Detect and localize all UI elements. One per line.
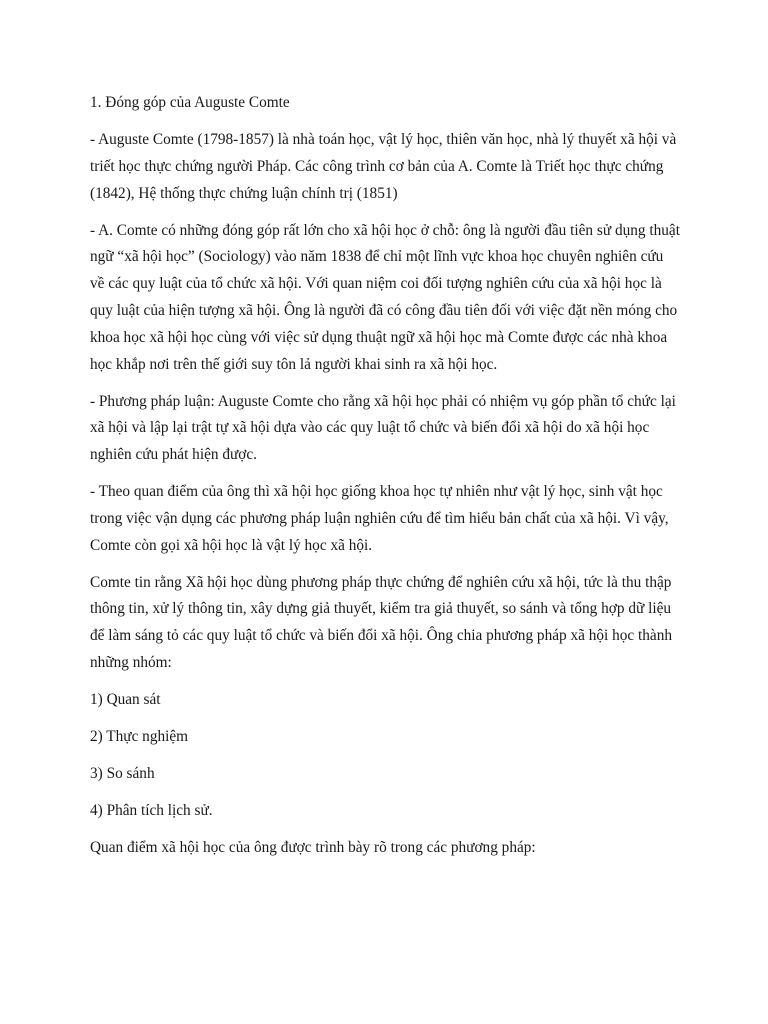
method-item-comparison: 3) So sánh: [90, 765, 155, 783]
paragraph-closing: Quan điểm xã hội học của ông được trình bày rõ trong các phương pháp:: [90, 839, 536, 856]
paragraph-methodology: - Phương pháp luận: Auguste Comte cho rằng xã hội học phải có nhiệm vụ góp phần tổ chức lại xã hội và lập lại trật tự xã hội dựa vào các quy luật tổ chức và biến đổi xã hội do xã hội học nghiên cứu phát hiện được.: [90, 392, 676, 464]
paragraph-positivist-method: Comte tin rằng Xã hội học dùng phương pháp thực chứng để nghiên cứu xã hội, tức là thu thập thông tin, xử lý thông tin, xây dựng giả thuyết, kiểm tra giả thuyết, so sánh và tổng hợp dữ liệu để làm sáng tỏ các quy luật tổ chức và biến đổi xã hội. Ông chia phương pháp xã hội học thành những nhóm:: [90, 573, 673, 672]
method-item-historical-analysis: 4) Phân tích lịch sử.: [90, 802, 213, 820]
method-item-experiment: 2) Thực nghiệm: [90, 728, 189, 746]
method-item-observation: 1) Quan sát: [90, 691, 161, 709]
paragraph-natural-science: - Theo quan điểm của ông thì xã hội học giống khoa học tự nhiên như vật lý học, sinh vật học trong việc vận dụng các phương pháp luận nghiên cứu để tìm hiểu bản chất của xã hội. Vì vậy, Comte còn gọi xã hội học là vật lý học xã hội.: [90, 483, 669, 554]
document-body: [90, 90, 680, 872]
section-heading: 1. Đóng góp của Auguste Comte: [90, 94, 290, 111]
paragraph-biography: - Auguste Comte (1798-1857) là nhà toán học, vật lý học, thiên văn học, nhà lý thuyết xã hội và triết học thực chứng người Pháp. Các công trình cơ bản của A. Comte là Triết học thực chứng (1842), Hệ thống thực chứng luận chính trị (1851): [90, 130, 677, 202]
paragraph-contributions: - A. Comte có những đóng góp rất lớn cho xã hội học ở chỗ: ông là người đầu tiên sử dụng thuật ngữ “xã hội học” (Sociology) vào năm 1838 để chỉ một lĩnh vực khoa học chuyên nghiên cứu về các quy luật của tổ chức xã hội. Với quan niệm coi đối tượng nghiên cứu của xã hội học là quy luật của hiện tượng xã hội. Ông là người đã có công đầu tiên đối với việc đặt nền móng cho khoa học xã hội học cùng với việc sử dụng thuật ngữ xã hội học mà Comte được các nhà khoa học khắp nơi trên thế giới suy tôn lả người khai sinh ra xã hội học.: [90, 221, 680, 373]
